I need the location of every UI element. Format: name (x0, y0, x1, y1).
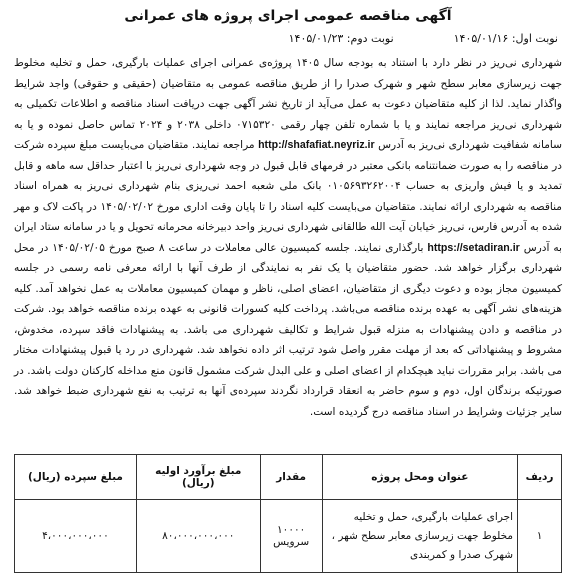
notice-text-part-3: بارگذاری نمایند. جلسه کمیسیون عالی معاملات در ساعت ۸ صبح مورخ ۱۴۰۵/۰۲/۰۵ در محل شهرداری برگزار خواهد شد. حضور متقاضیان یا یک نفر به نمایندگی از طرف آنها با ارائه معرفی نامه رسمی در جلسه کمیسیون مجاز بوده و دعوت دیگری از متقاضیان، اعضای اصلی، ناظر و مهمان کمیسیون معاملات به عمل نخواهد آمد. کلیه هزینه‌های نشر آگهی به عهده برنده مناقصه می‌باشد. پرداخت کلیه کسورات قانونی به عهده برنده مناقصه خواهد بود. شرکت در مناقصه و دادن پیشنهادات به منزله قبول شرایط و تکالیف شهرداری می باشد. به پیشنهادات فاقد سپرده، مخدوش، مشروط و پیشنهاداتی که بعد از مهلت مقرر واصل شود ترتیب اثر داده نخواهد شد. شهرداری در رد یا قبول پیشنهادات مختار می باشد. برابر مقررات نباید هیچکدام از اعضای اصلی و علی البدل شرکت مشمول قانون منع مداخله کارکنان دولت باشد. در صورتیکه برندگان اول، دوم و سوم حاضر به انعقاد قرارداد نگردند سپرده‌ی آنها به ترتیب به نفع شهرداری ضبط خواهد شد. سایر جزئیات وشرایط در اسناد مناقصه درج گردیده است. (14, 241, 562, 418)
deposit-amount: ۴،۰۰۰،۰۰۰،۰۰۰ (15, 500, 137, 573)
table-header-row (15, 455, 562, 500)
header-deposit: مبلغ سپرده (ریال) (15, 455, 137, 500)
notice-title: آگهی مناقصه عمومی اجرای پروژه های عمرانی (124, 8, 452, 24)
project-title: اجرای عملیات بارگیری، حمل و تخلیه مخلوط جهت زیرسازی معابر سطح شهر ، شهرک صدرا و کمربندی (322, 500, 517, 573)
table-row (15, 500, 562, 573)
header-row-number: ردیف (518, 455, 562, 500)
notice-text-part-1: شهرداری نی‌ریز در نظر دارد با استناد به بودجه سال ۱۴۰۵ پروژه‌ی عمرانی اجرای عملیات بارگیری، حمل و تخلیه مخلوط جهت زیرسازی معابر سطح شهر و شهرک صدرا را از طریق مناقصه عمومی به متقاضیان (حقیقی و حقوقی) واجد شرایط واگذار نماید. لذا از کلیه متقاضیان دعوت به عمل می‌آید از تاریخ نشر آگهی جهت دریافت اسناد مناقصه و اطلاعات تکمیلی به شهرداری نی‌ریز مراجعه نمایند و یا با شماره تلفن چهار رقمی ۰۷۱۵۳۲۰ داخلی ۲۰۳۸ و ۲۰۲۴ تماس حاصل نموده و یا به سامانه شفافیت شهرداری نی‌ریز به آدرس (14, 57, 562, 151)
header-quantity: مقدار (260, 455, 322, 500)
first-round-date: نوبت اول: ۱۴۰۵/۰۱/۱۶ (453, 32, 558, 45)
second-round-date: نوبت دوم: ۱۴۰۵/۰۱/۲۳ (288, 32, 394, 45)
publication-rounds (14, 32, 558, 45)
quantity: ۱۰۰۰۰ سرویس (260, 500, 322, 573)
estimate-amount: ۸۰،۰۰۰،۰۰۰،۰۰۰ (136, 500, 260, 573)
shafafiat-link[interactable]: http://shafafiat.neyriz.ir (258, 139, 375, 151)
header-project: عنوان ومحل پروژه (322, 455, 517, 500)
header-estimate: مبلغ برآورد اولیه (ریال) (136, 455, 260, 500)
notice-paragraph (14, 53, 562, 422)
row-number: ۱ (518, 500, 562, 573)
notice-text-part-2: مراجعه نمایند. متقاضیان می‌بایست مبلغ سپرده شرکت در مناقصه را به صورت ضمانتنامه بانکی معتبر در فرمهای قابل قبول در وجه شهرداری نی‌ریز با اعتبار حداقل سه ماهه و قابل تمدید و یا فیش واریزی به حساب ۰۱۰۵۶۹۳۲۶۲۰۰۴ بانک ملی شعبه احمد نی‌ریزی بنام شهرداری نی‌ریز به همراه اسناد مناقصه به شهرداری ارائه نمایند. متقاضیان می‌بایست کلیه اسناد را تا پایان وقت اداری مورخ ۱۴۰۵/۰۲/۰۲ در پاکت لاک و مهر شده به آدرس فارس، نی‌ریز خیابان آیت الله طالقانی شهرداری نی‌ریز واحد دبیرخانه محرمانه تحویل و یا در سامانه ستاد ایران به آدرس (14, 139, 563, 254)
setadiran-link[interactable]: https://setadiran.ir (427, 241, 520, 254)
notice-body (14, 53, 562, 422)
tender-table (14, 454, 562, 573)
